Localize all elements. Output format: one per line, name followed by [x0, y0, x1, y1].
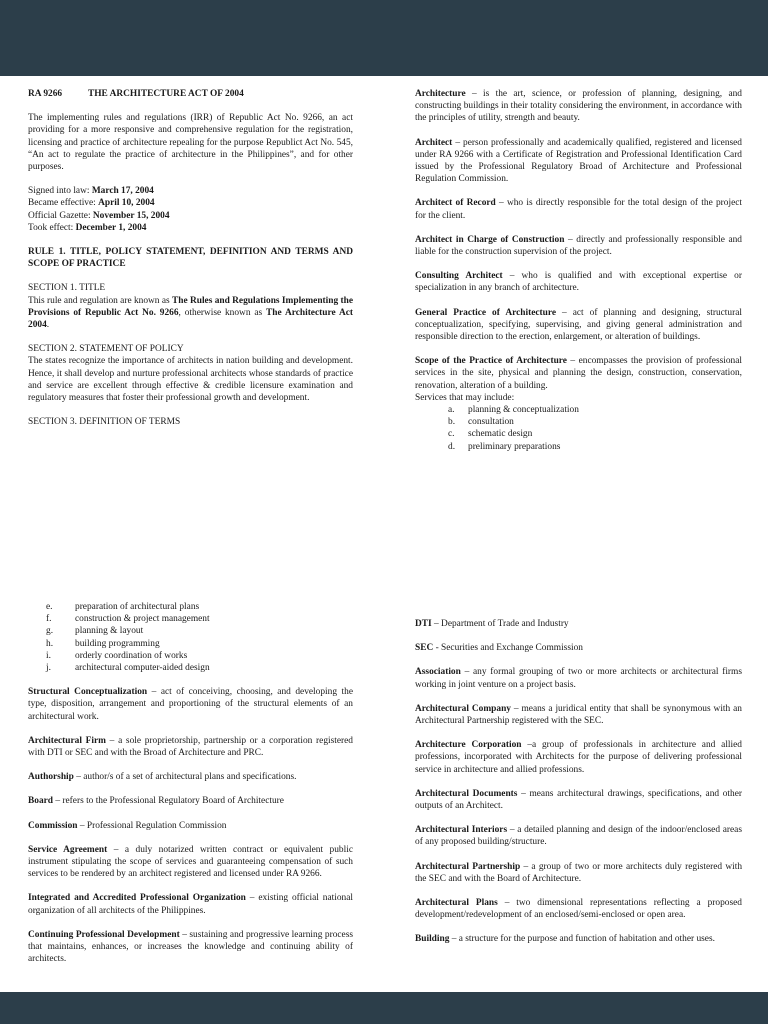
bold-text: Association	[415, 667, 461, 678]
list-item	[28, 601, 353, 613]
def-architecture-corporation	[415, 739, 742, 776]
list-item-text: schematic design	[468, 429, 533, 440]
meta-line	[28, 185, 353, 197]
text: – act of conceiving, choosing, and developing the type, disposition, arrangement and proportioning of the structural elements of an architectural work.	[28, 687, 353, 722]
document-page	[0, 76, 768, 992]
bold-text: Architecture Corporation	[415, 740, 522, 751]
services-intro	[415, 392, 742, 404]
list-item	[28, 638, 353, 650]
bold-text: SEC	[415, 643, 434, 654]
text: SECTION 3. DEFINITION OF TERMS	[28, 417, 181, 428]
list-item-text: preliminary preparations	[468, 441, 561, 452]
text: – existing official national organization of all architects of the Philippines.	[28, 893, 353, 916]
list-item-text: building programming	[75, 638, 160, 649]
bold-text: Integrated and Accredited Professional Organization	[28, 893, 246, 904]
text: – Department of Trade and Industry	[431, 619, 569, 629]
list-item-text: consultation	[468, 417, 514, 428]
list-item	[28, 625, 353, 637]
text: The implementing rules and regulations (IRR) of Republic Act No. 9266, an act providing for a more responsive and comprehensive regulation for the registration, licensing and practice of architecture repealing for the purpose Republict Act No. 545, “An act to regulate the practice of architecture in the Philippines”, and for other purposes.	[28, 113, 353, 173]
list-item-text: construction & project management	[75, 614, 210, 625]
text: Took effect:	[28, 222, 76, 233]
def-architectural-company	[415, 703, 742, 727]
text: – a group of two or more architects duly registered with the SEC and with the Board of Architecture.	[415, 861, 743, 884]
text: Signed into law:	[28, 186, 92, 197]
list-marker: i.	[46, 650, 51, 661]
def-commission	[28, 820, 353, 832]
left-column-page1	[28, 88, 353, 440]
text: – is the art, science, or profession of planning, designing, and constructing buildings in their totality considering the environment, in accordance with the principles of utility, strength and beauty.	[415, 89, 742, 124]
def-architectural-firm	[28, 735, 353, 759]
def-architect	[415, 137, 742, 186]
bold-text: Architecture	[415, 89, 466, 99]
def-general-practice	[415, 307, 742, 344]
list-item	[28, 613, 353, 625]
bold-text: Board	[28, 796, 54, 807]
text: – directly and professionally responsible and liable for the construction supervision of the project.	[415, 234, 742, 258]
right-column-page1	[415, 88, 742, 465]
text: .	[46, 320, 50, 331]
text: , otherwise known as	[178, 307, 266, 318]
def-architect-of-record	[415, 197, 742, 221]
bold-text: Consulting Architect	[415, 271, 503, 282]
section-2-body	[28, 355, 353, 404]
list-item	[415, 441, 742, 453]
def-structural-conceptualization	[28, 686, 353, 723]
def-association	[415, 666, 742, 690]
meta-line	[28, 222, 353, 234]
list-marker: a.	[448, 405, 455, 416]
def-scope-of-practice	[415, 355, 742, 392]
list-item-text: planning & conceptualization	[468, 405, 579, 416]
list-item-text: planning & layout	[75, 626, 144, 637]
bold-text: Architect of Record	[415, 198, 496, 209]
list-item-text: architectural computer-aided design	[75, 663, 210, 674]
bold-text: Commission	[28, 820, 78, 831]
bold-text: Architect in Charge of Construction	[415, 234, 565, 245]
bold-text: Scope of the Practice of Architecture	[415, 356, 567, 367]
list-item	[28, 650, 353, 662]
text: SECTION 1. TITLE	[28, 283, 106, 294]
section-2-title	[28, 343, 353, 355]
text: – who is qualified and with exceptional expertise or specialization in any branch of architecture.	[415, 271, 742, 294]
text: – act of planning and designing, structural conceptualization, specifying, supervising, and giving general administration and responsible direction to the erection, enlargement, or alteration of buildings.	[415, 307, 742, 343]
def-service-agreement	[28, 844, 353, 881]
text: – a structure for the purpose and function of habitation and other uses.	[449, 934, 715, 945]
text: Official Gazette:	[28, 210, 93, 221]
text: – author/s of a set of architectural plans and specifications.	[73, 772, 297, 783]
rule-1-heading	[28, 246, 353, 270]
text: SECTION 2. STATEMENT OF POLICY	[28, 344, 184, 355]
meta-line	[28, 197, 353, 209]
text: – two dimensional representations reflecting a proposed development/redevelopment of an enclosed/semi-enclosed or open area.	[415, 898, 742, 921]
bold-text: General Practice of Architecture	[415, 307, 557, 318]
def-architectural-documents	[415, 788, 742, 812]
text: – refers to the Professional Regulatory Board of Architecture	[53, 796, 284, 807]
bold-text: Architect	[415, 137, 453, 148]
bold-text: Architectural Partnership	[415, 861, 521, 872]
section-1-body	[28, 295, 353, 332]
intro-paragraph	[28, 112, 353, 173]
list-marker: j.	[46, 663, 51, 674]
bold-text: The Rules and Regulations Implementing the Provisions of Republic Act No. 9266	[28, 295, 353, 318]
law-dates	[28, 185, 353, 234]
text: Became effective:	[28, 198, 99, 209]
text: – a detailed planning and design of the indoor/enclosed areas of any proposed building/structure.	[415, 825, 742, 848]
text: – Professional Regulation Commission	[77, 820, 227, 831]
text: – who is directly responsible for the total design of the project for the client.	[415, 198, 743, 221]
text: – a duly notarized written contract or equivalent public instrument stipulating the scope of services and guaranteeing compensation of such services to be rendered by an architect registered and licensed under RA 9266.	[28, 844, 353, 880]
bold-text: DTI	[415, 619, 432, 629]
bold-text: April 10, 2004	[98, 198, 155, 209]
bold-text: The Architecture Act 2004	[28, 307, 353, 331]
text: This rule and regulation are known as	[28, 295, 172, 306]
bold-text: Architectural Documents	[415, 788, 518, 799]
bold-text: Structural Conceptualization	[28, 687, 148, 698]
def-continuing-professional-development	[28, 929, 353, 966]
def-building	[415, 933, 742, 945]
list-marker: d.	[448, 441, 456, 452]
section-1-title	[28, 282, 353, 294]
text: – any formal grouping of two or more architects or architectural firms working in joint venture on a project basis.	[415, 667, 742, 690]
doc-title-heading	[28, 88, 353, 100]
text: – encompasses the provision of professional services in the site, physical and planning the design, construction, conservation, renovation, alteration of a building.	[415, 356, 742, 391]
list-marker: f.	[46, 614, 52, 625]
viewer-bottom-bar	[0, 992, 768, 1024]
def-board	[28, 795, 353, 807]
bold-text: Authorship	[28, 772, 74, 783]
bold-text: November 15, 2004	[92, 210, 170, 221]
list-item	[415, 404, 742, 416]
list-marker: e.	[46, 602, 53, 612]
list-marker: b.	[448, 417, 456, 428]
def-dti	[415, 618, 742, 630]
left-column-page2	[28, 601, 353, 977]
section-3-title	[28, 416, 353, 428]
bold-text: RA 9266	[28, 89, 63, 99]
bold-text: March 17, 2004	[91, 186, 154, 197]
def-architecture	[415, 88, 742, 125]
bold-text: Building	[415, 934, 450, 945]
def-sec	[415, 642, 742, 654]
list-marker: h.	[46, 638, 54, 649]
text: – sustaining and progressive learning process that maintains, enhances, or increases the knowledge and continuing ability of architects.	[28, 929, 354, 965]
viewer-top-bar	[0, 0, 768, 76]
bold-text: December 1, 2004	[75, 222, 147, 233]
list-item	[415, 428, 742, 440]
list-item-text: preparation of architectural plans	[75, 602, 200, 612]
text: - Securities and Exchange Commission	[433, 643, 583, 654]
text: – person professionally and academically qualified, registered and licensed under RA 9266 with a Certificate of Registration and Professional Identification Card issued by the Professional Regulatory Broad of Architecture and Professional Regulation Commission.	[415, 137, 742, 185]
def-integrated-accredited-professional-organization	[28, 892, 353, 916]
bold-text: Architectural Plans	[415, 898, 498, 909]
def-architectural-interiors	[415, 824, 742, 848]
bold-text: RULE 1. TITLE, POLICY STATEMENT, DEFINITION AND TERMS AND SCOPE OF PRACTICE	[28, 247, 353, 270]
def-architectural-partnership	[415, 861, 742, 885]
def-authorship	[28, 771, 353, 783]
bold-text: Architectural Company	[415, 703, 511, 714]
list-item	[28, 662, 353, 674]
text: –a group of professionals in architecture and allied professions, incorporated with Architects for the purpose of delivering professional service in architecture and allied professions.	[415, 740, 742, 775]
def-architectural-plans	[415, 897, 742, 921]
text: The states recognize the importance of architects in nation building and development. Hence, it shall develop and nurture professional architects whose standards of practice and service are excellent through effective & credible licensure examination and regulatory measures that foster their professional growth and development.	[28, 356, 353, 404]
bold-text: Service Agreement	[28, 844, 108, 855]
services-list-a-d	[415, 404, 742, 453]
list-marker: g.	[46, 626, 54, 637]
services-list-e-j	[28, 601, 353, 674]
text: – means architectural drawings, specifications, and other outputs of an Architect.	[415, 788, 742, 812]
text: Services that may include:	[415, 392, 515, 403]
bold-text: THE ARCHITECTURE ACT OF 2004	[88, 89, 244, 99]
def-architect-in-charge	[415, 234, 742, 258]
bold-text: Architectural Interiors	[415, 825, 508, 836]
def-consulting-architect	[415, 270, 742, 294]
list-item	[415, 416, 742, 428]
text: – a sole proprietorship, partnership or a corporation registered with DTI or SEC and with the Broad of Architecture and PRC.	[28, 735, 353, 759]
text: – means a juridical entity that shall be synonymous with an Architectural Partnership registered with the SEC.	[415, 703, 742, 727]
right-column-page2	[415, 618, 742, 958]
list-marker: c.	[448, 429, 455, 440]
bold-text: Continuing Professional Development	[28, 929, 180, 940]
bold-text: Architectural Firm	[28, 735, 106, 746]
meta-line	[28, 210, 353, 222]
list-item-text: orderly coordination of works	[75, 650, 188, 661]
